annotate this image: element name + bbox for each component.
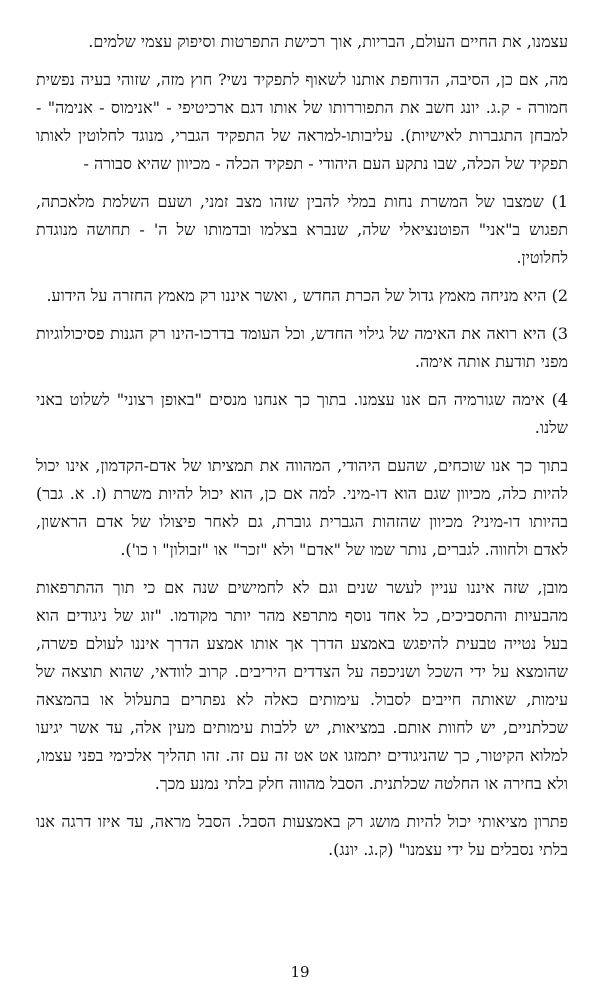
paragraph-question: מה, אם כן, הסיבה, הדוחפת אותנו לשאוף לתפקיד נשי? חוץ מזה, שזוהי בעיה נפשית חמורה - ק.ג. יונג חשב את התפוררותו של אותו דגם ארכיטיפי - "אנימוס - אנימה" - למבחן התגברות לאישיות). עליבותו-למראה של התפקיד הגברי, מנוגד לחלוטין לאותו תפקיד של הכלה, שבו נתקע העם היהודי - תפקיד הכלה - מכיוון שהיא סבורה -: [36, 70, 568, 173]
paragraph-point-1: 1) שמצבו של המשרת נחות במלי להבין שזהו מצב זמני, ושעם השלמת מלאכתה, תפגוש ב"אני" הפוטנציאלי שלה, שנברא בצלמו ובדמותו של ה' - תחושה מנוגדת לחלוטין.: [36, 192, 568, 267]
paragraph-continuation: עצמנו, את החיים העולם, הבריות, אוך רכישת התפרטות וסיפוק עצמי שלמים.: [88, 32, 568, 51]
paragraph-solution: פתרון מציאותי יכול להיות מושג רק באמצעות הסבל. הסבל מראה, עד איזו דרגה אנו בלתי נסבלים על ידי עצמנו" (ק.ג. יונג).: [36, 812, 568, 859]
page-number: 19: [290, 963, 310, 981]
paragraph-point-4: 4) אימה שגורמיה הם אנו עצמנו. בתוך כך אנחנו מנסים "באופן רצוני" לשלוט באני שלנו.: [36, 390, 568, 437]
paragraph-point-3: 3) היא רואה את האימה של גילוי החדש, וכל העומד בדרכו-הינו רק הגנות פסיכולוגיות מפני תודעת אותה אימה.: [36, 324, 568, 371]
paragraph-point-2: 2) היא מניחה מאמץ גדול של הכרת החדש , ואשר איננו רק מאמץ החזרה על הידוע.: [46, 286, 568, 305]
body-text: [36, 28, 568, 874]
paragraph-jewish-people: בתוך כך אנו שוכחים, שהעם היהודי, המהווה את תמציתו של אדם-הקדמון, אינו יכול להיות כלה, מכיוון שגם הוא דו-מיני. למה אם כן, הוא יכול להיות משרת (ז. א. גבר) בהיותו דו-מיני? מכיוון שהזהות הגברית גוברת, גם לאחר פיצולו של אדם הראשון, לאדם ולחווה. לגברים, נותר שמו של "אדם" ולא "זכר" או "זבולון" ו כו').: [36, 456, 568, 559]
paragraph-conflicts: מובן, שזה איננו עניין לעשר שנים וגם לא לחמישים שנה אם כי תוך ההתרפאות מהבעיות והתסביכים, כל אחד נוסף מתרפא מהר יותר מקודמו. "זוג של ניגודים הוא בעל נטייה טבעית להיפגש באמצע הדרך אך אותו אמצע הדרך איננו לעולם פשרה, שהומצא על ידי השכל ושניכפה על הצדדים היריבים. קרוב לוודאי, שהוא תוצאה של עימות, שאותה חייבים לסבול. עימותים כאלה לא נפתרים בתעלול או בהמצאה שכלתניים, יש לחוות אותם. במציאות, יש ללבות עימותים מעין אלה, עד אשר יגיעו למלוא הקיטור, כך שהניגודים יתמזגו אט אט זה עם זה. זהו תהליך אלכימי בפני עצמו, ולא בחירה או החלטה שכלתנית. הסבל מהווה חלק בלתי נמנע מכך.: [36, 578, 569, 793]
